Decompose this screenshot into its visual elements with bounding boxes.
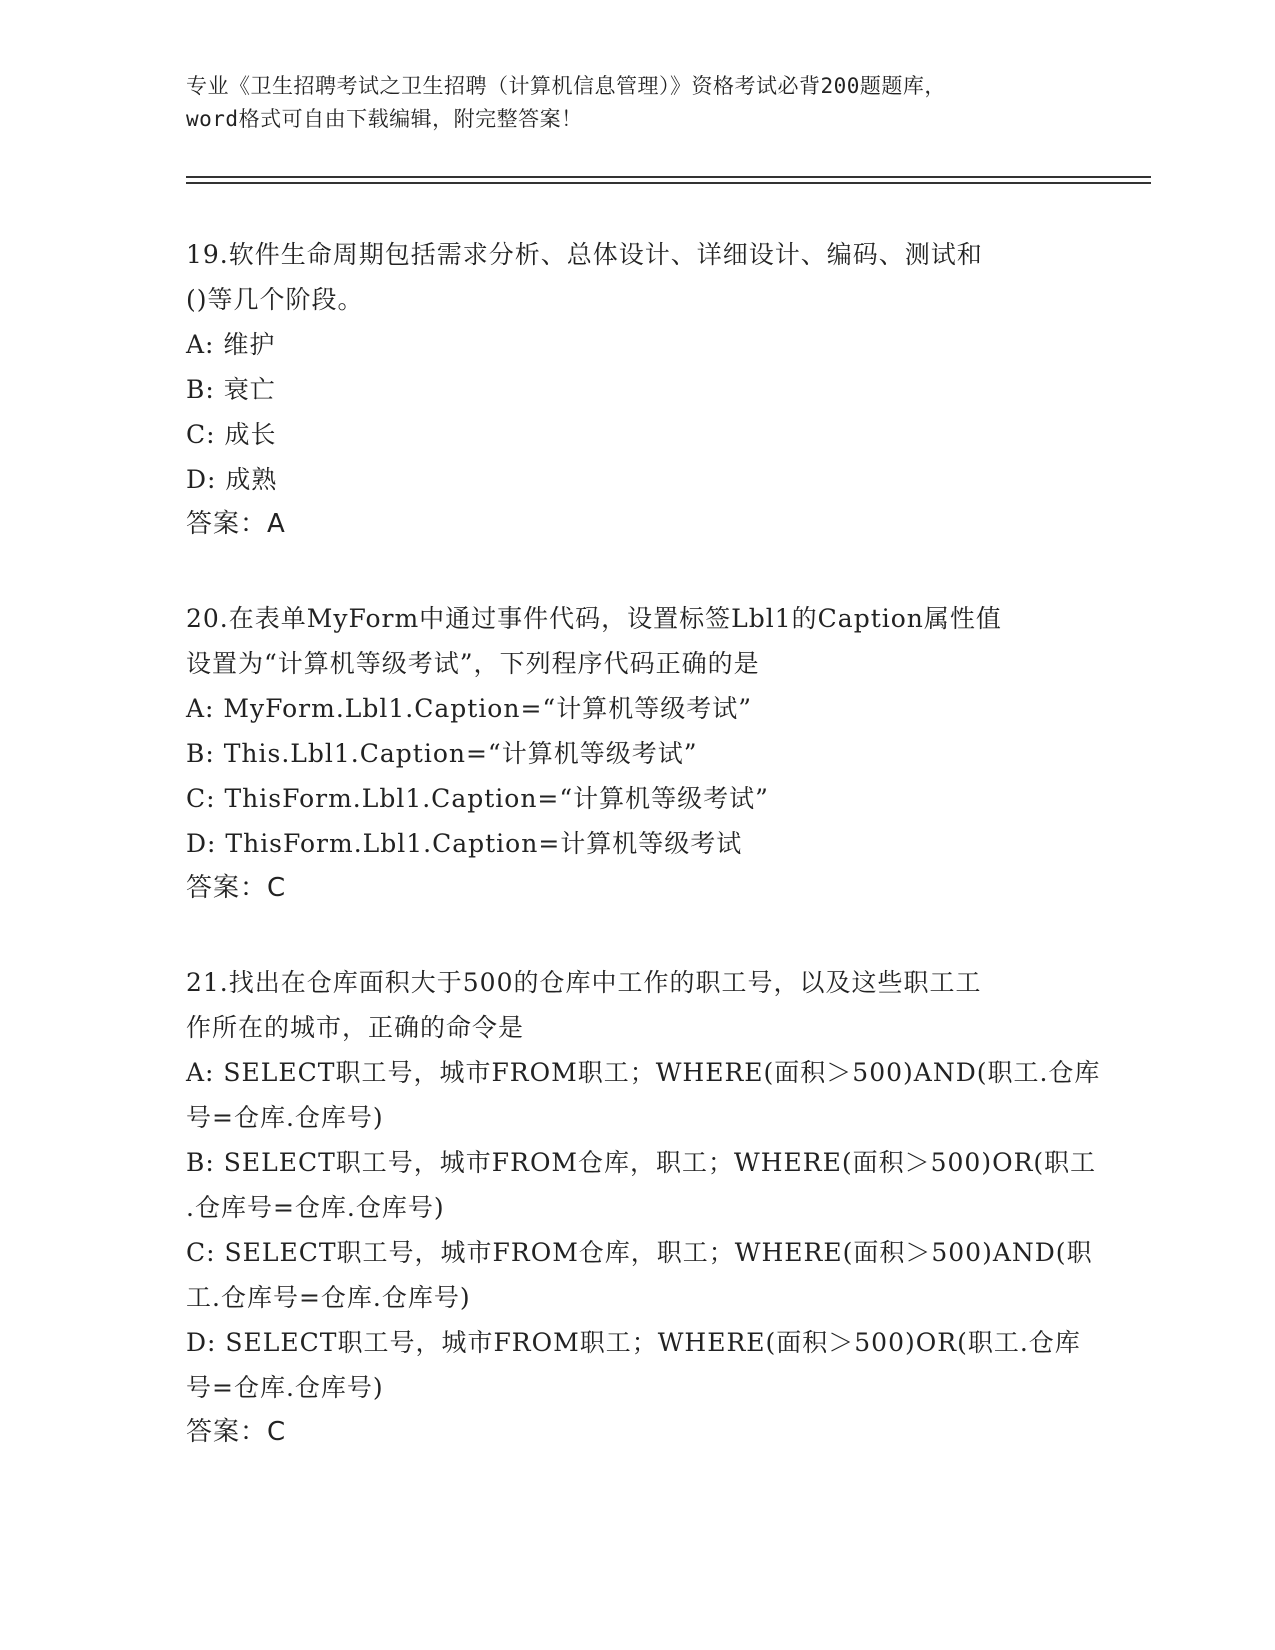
option-a-continued: 号=仓库.仓库号) xyxy=(186,1103,384,1132)
option-a: A: SELECT职工号，城市FROM职工；WHERE(面积＞500)AND(职工.仓库 xyxy=(186,1058,1101,1087)
header-divider-bottom xyxy=(186,182,1151,184)
option-a: A: 维护 xyxy=(186,330,276,359)
option-d: D: ThisForm.Lbl1.Caption=计算机等级考试 xyxy=(186,829,743,858)
option-d: D: 成熟 xyxy=(186,465,278,494)
option-c: C: 成长 xyxy=(186,420,277,449)
question-stem-line: 20.在表单MyForm中通过事件代码，设置标签Lbl1的Caption属性值 xyxy=(186,604,1002,633)
document-header xyxy=(186,70,1066,136)
header-line-2: word格式可自由下载编辑，附完整答案！ xyxy=(186,107,583,131)
option-d: D: SELECT职工号，城市FROM职工；WHERE(面积＞500)OR(职工.仓库 xyxy=(186,1328,1081,1357)
answer-label: 答案：A xyxy=(186,509,286,539)
option-c: C: ThisForm.Lbl1.Caption=“计算机等级考试” xyxy=(186,784,769,813)
option-b: B: This.Lbl1.Caption=“计算机等级考试” xyxy=(186,739,698,768)
option-b-continued: .仓库号=仓库.仓库号) xyxy=(186,1193,445,1222)
question-stem-line: 作所在的城市，正确的命令是 xyxy=(186,1013,525,1042)
question-19 xyxy=(186,232,1076,547)
question-stem-line: 19.软件生命周期包括需求分析、总体设计、详细设计、编码、测试和 xyxy=(186,240,983,269)
option-b: B: SELECT职工号，城市FROM仓库，职工；WHERE(面积＞500)OR(职工 xyxy=(186,1148,1097,1177)
question-stem-line: 21.找出在仓库面积大于500的仓库中工作的职工号，以及这些职工工 xyxy=(186,968,982,997)
header-divider-top xyxy=(186,176,1151,178)
option-a: A: MyForm.Lbl1.Caption=“计算机等级考试” xyxy=(186,694,752,723)
option-b: B: 衰亡 xyxy=(186,375,276,404)
question-21 xyxy=(186,960,1101,1455)
option-c: C: SELECT职工号，城市FROM仓库，职工；WHERE(面积＞500)AND(职 xyxy=(186,1238,1093,1267)
question-stem-line: ()等几个阶段。 xyxy=(186,285,364,314)
question-stem-line: 设置为“计算机等级考试”，下列程序代码正确的是 xyxy=(186,649,760,678)
header-line-1: 专业《卫生招聘考试之卫生招聘（计算机信息管理）》资格考试必背200题题库， xyxy=(186,74,946,98)
question-20 xyxy=(186,596,1076,911)
answer-label: 答案：C xyxy=(186,873,287,903)
option-c-continued: 工.仓库号=仓库.仓库号) xyxy=(186,1283,471,1312)
option-d-continued: 号=仓库.仓库号) xyxy=(186,1373,384,1402)
answer-label: 答案：C xyxy=(186,1417,287,1447)
